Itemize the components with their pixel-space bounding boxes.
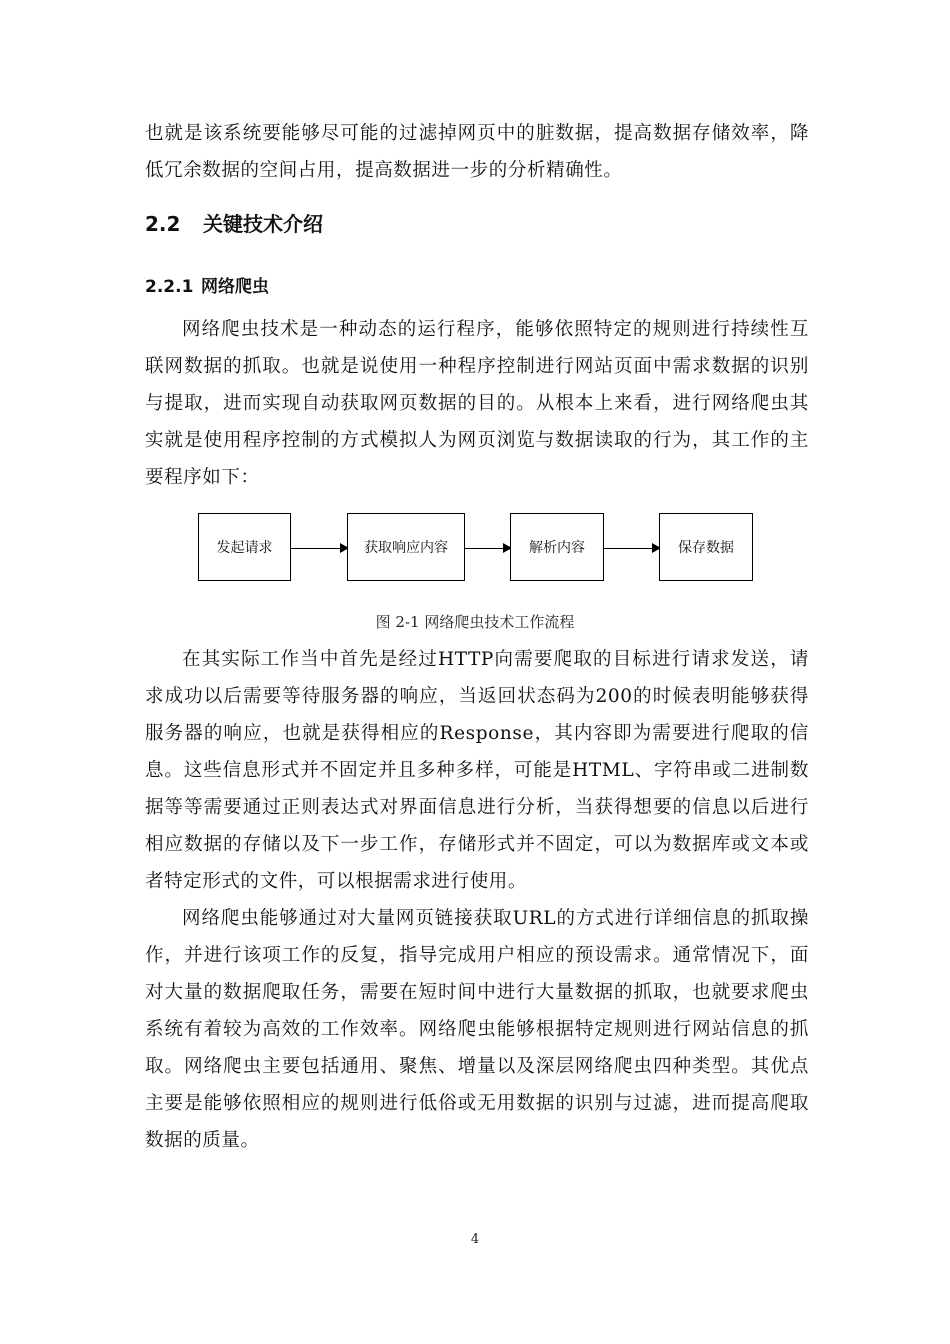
subsection-number: 2.2.1 bbox=[145, 277, 194, 297]
paragraph-intro: 也就是该系统要能够尽可能的过滤掉网页中的脏数据，提高数据存储效率，降低冗余数据的空间占用，提高数据进一步的分析精确性。 bbox=[145, 123, 809, 181]
paragraph-crawler-definition: 网络爬虫技术是一种动态的运行程序，能够依照特定的规则进行持续性互联网数据的抓取。也就是说使用一种程序控制进行网站页面中需求数据的识别与提取，进而实现自动获取网页数据的目的。从根本上来看，进行网络爬虫其实就是使用程序控制的方式模拟人为网页浏览与数据读取的行为，其工作的主要程序如下： bbox=[145, 319, 809, 488]
flow-arrow-1 bbox=[291, 548, 347, 549]
section-number: 2.2 bbox=[145, 212, 181, 236]
subsection-heading bbox=[145, 272, 269, 297]
figure-caption: 图 2-1 网络爬虫技术工作流程 bbox=[375, 613, 575, 631]
flow-arrow-3 bbox=[604, 548, 659, 549]
flow-step-get-response: 获取响应内容 bbox=[347, 513, 465, 581]
flow-arrow-2 bbox=[465, 548, 510, 549]
flow-step-parse-content: 解析内容 bbox=[510, 513, 604, 581]
page-number: 4 bbox=[470, 1232, 480, 1247]
section-heading bbox=[145, 208, 323, 237]
paragraph-workflow: 在其实际工作当中首先是经过HTTP向需要爬取的目标进行请求发送，请求成功以后需要等待服务器的响应，当返回状态码为200的时候表明能够获得服务器的响应，也就是获得相应的Response，其内容即为需要进行爬取的信息。这些信息形式并不固定并且多种多样，可能是HTML、字符串或二进制数据等等需要通过正则表达式对界面信息进行分析，当获得想要的信息以后进行相应数据的存储以及下一步工作，存储形式并不固定，可以为数据库或文本或者特定形式的文件，可以根据需求进行使用。 bbox=[145, 649, 809, 892]
flow-step-save-data: 保存数据 bbox=[659, 513, 753, 581]
subsection-title: 网络爬虫 bbox=[201, 277, 269, 297]
paragraph-crawler-types: 网络爬虫能够通过对大量网页链接获取URL的方式进行详细信息的抓取操作，并进行该项工作的反复，指导完成用户相应的预设需求。通常情况下，面对大量的数据爬取任务，需要在短时间中进行大量数据的抓取，也就要求爬虫系统有着较为高效的工作效率。网络爬虫能够根据特定规则进行网站信息的抓取。网络爬虫主要包括通用、聚焦、增量以及深层网络爬虫四种类型。其优点主要是能够依照相应的规则进行低俗或无用数据的识别与过滤，进而提高爬取数据的质量。 bbox=[145, 908, 809, 1151]
flow-step-send-request: 发起请求 bbox=[198, 513, 291, 581]
flowchart bbox=[198, 513, 754, 585]
section-title: 关键技术介绍 bbox=[203, 212, 323, 236]
